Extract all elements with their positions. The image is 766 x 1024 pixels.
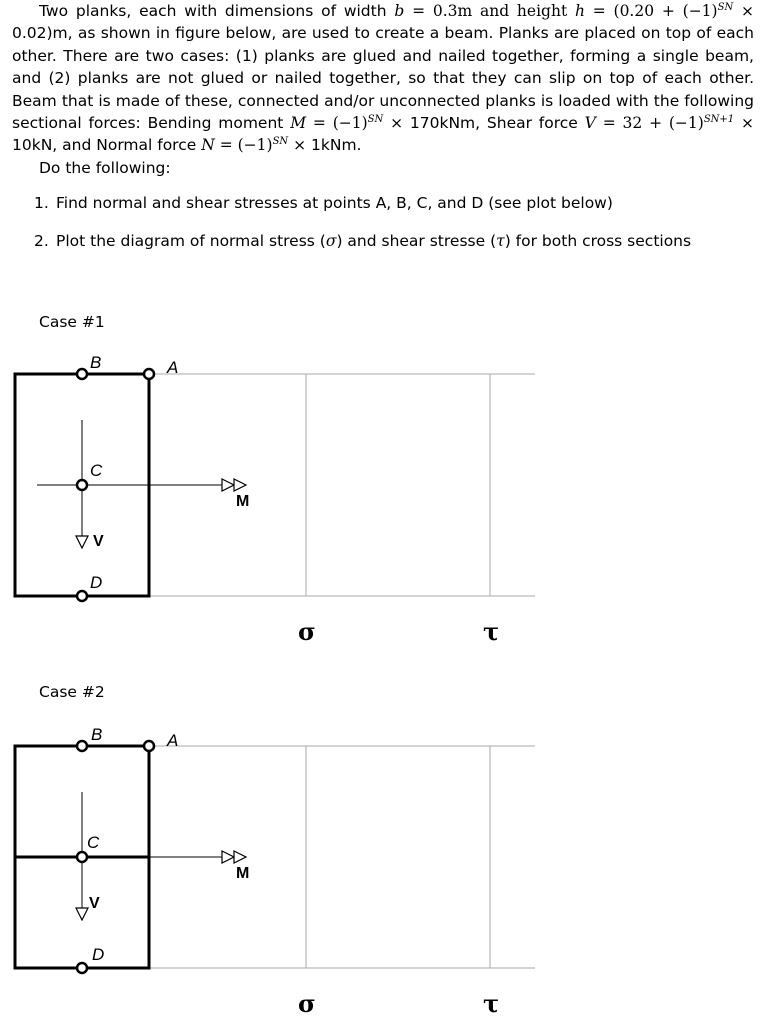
moment-arrow-head-2 [234,851,246,863]
sigma-label: σ [298,989,316,1018]
point-c-label: C [90,461,103,480]
exponent: SN [367,113,384,125]
sigma-symbol: σ [325,232,337,250]
case-1-title: Case #1 [39,313,105,331]
tau-label: τ [483,989,500,1018]
point-a-label: A [167,358,179,377]
point-c-marker [77,480,87,490]
task-number: 2. [34,232,49,250]
tau-label: τ [483,617,500,646]
instruction-line: Do the following: [39,158,171,177]
moment-arrow-head-1 [222,479,234,491]
point-a-marker [144,741,154,751]
point-a-label: A [167,731,179,750]
moment-label: M [236,493,250,510]
task-text: Plot the diagram of normal stress ( [56,232,326,250]
moment-arrow-head-1 [222,851,234,863]
point-d-marker [77,591,87,601]
shear-label: V [93,533,104,550]
text-run: = (0.20 + (−1) [584,2,718,20]
text-run: × 170kNm, Shear force [383,114,585,133]
text-run: = (−1) [306,114,368,133]
point-b-marker [77,369,87,379]
text-run: = (−1) [214,136,273,155]
case-2-figure [15,725,535,1018]
point-b-label: B [91,725,103,744]
tau-symbol: τ [496,232,505,250]
point-c-label: C [87,833,100,852]
case-2-title: Case #2 [39,683,105,701]
text-run: = 0.3m and height [404,2,575,20]
text-run: Two planks, each with dimensions of width [39,2,395,20]
point-b-label: B [90,353,102,372]
task-text: ) and shear stresse ( [336,232,497,250]
moment-symbol: M [290,114,307,133]
exponent: SN+1 [703,113,735,125]
text-run: × 10kN, and Normal force [12,114,754,155]
text-run: = 32 + (−1) [595,114,704,133]
task-text: Find normal and shear stresses at points A, B, C, and D (see plot below) [56,194,613,212]
point-b-marker [77,741,87,751]
moment-arrow-head-2 [234,479,246,491]
point-a-marker [144,369,154,379]
normal-symbol: N [201,136,215,155]
moment-label: M [236,865,250,882]
shear-label: V [89,895,100,912]
exponent: SN [272,136,289,148]
sigma-label: σ [298,617,316,646]
point-d-marker [77,963,87,973]
text-run: × 1kNm. [288,136,362,155]
exponent: SN [717,1,734,13]
height-symbol: h [574,2,585,20]
text-run: × 0.02)m, as shown in figure below, are used to create a beam. Planks are placed on top of each other. There are two cases: (1) planks are glued and nailed together, forming a single beam, and (2) planks are not glued or nailed together, so that they can slip on top of each other. Beam that is made of these, connected and/or unconnected planks is loaded with the following sectional forces: Bending moment [12,2,754,133]
task-number: 1. [34,194,49,212]
case-1-figure [15,353,535,646]
point-d-label: D [90,573,103,592]
task-text: ) for both cross sections [504,232,692,250]
shear-symbol: V [584,114,596,133]
point-c-marker [77,852,87,862]
point-d-label: D [92,945,105,964]
width-symbol: b [394,2,405,20]
